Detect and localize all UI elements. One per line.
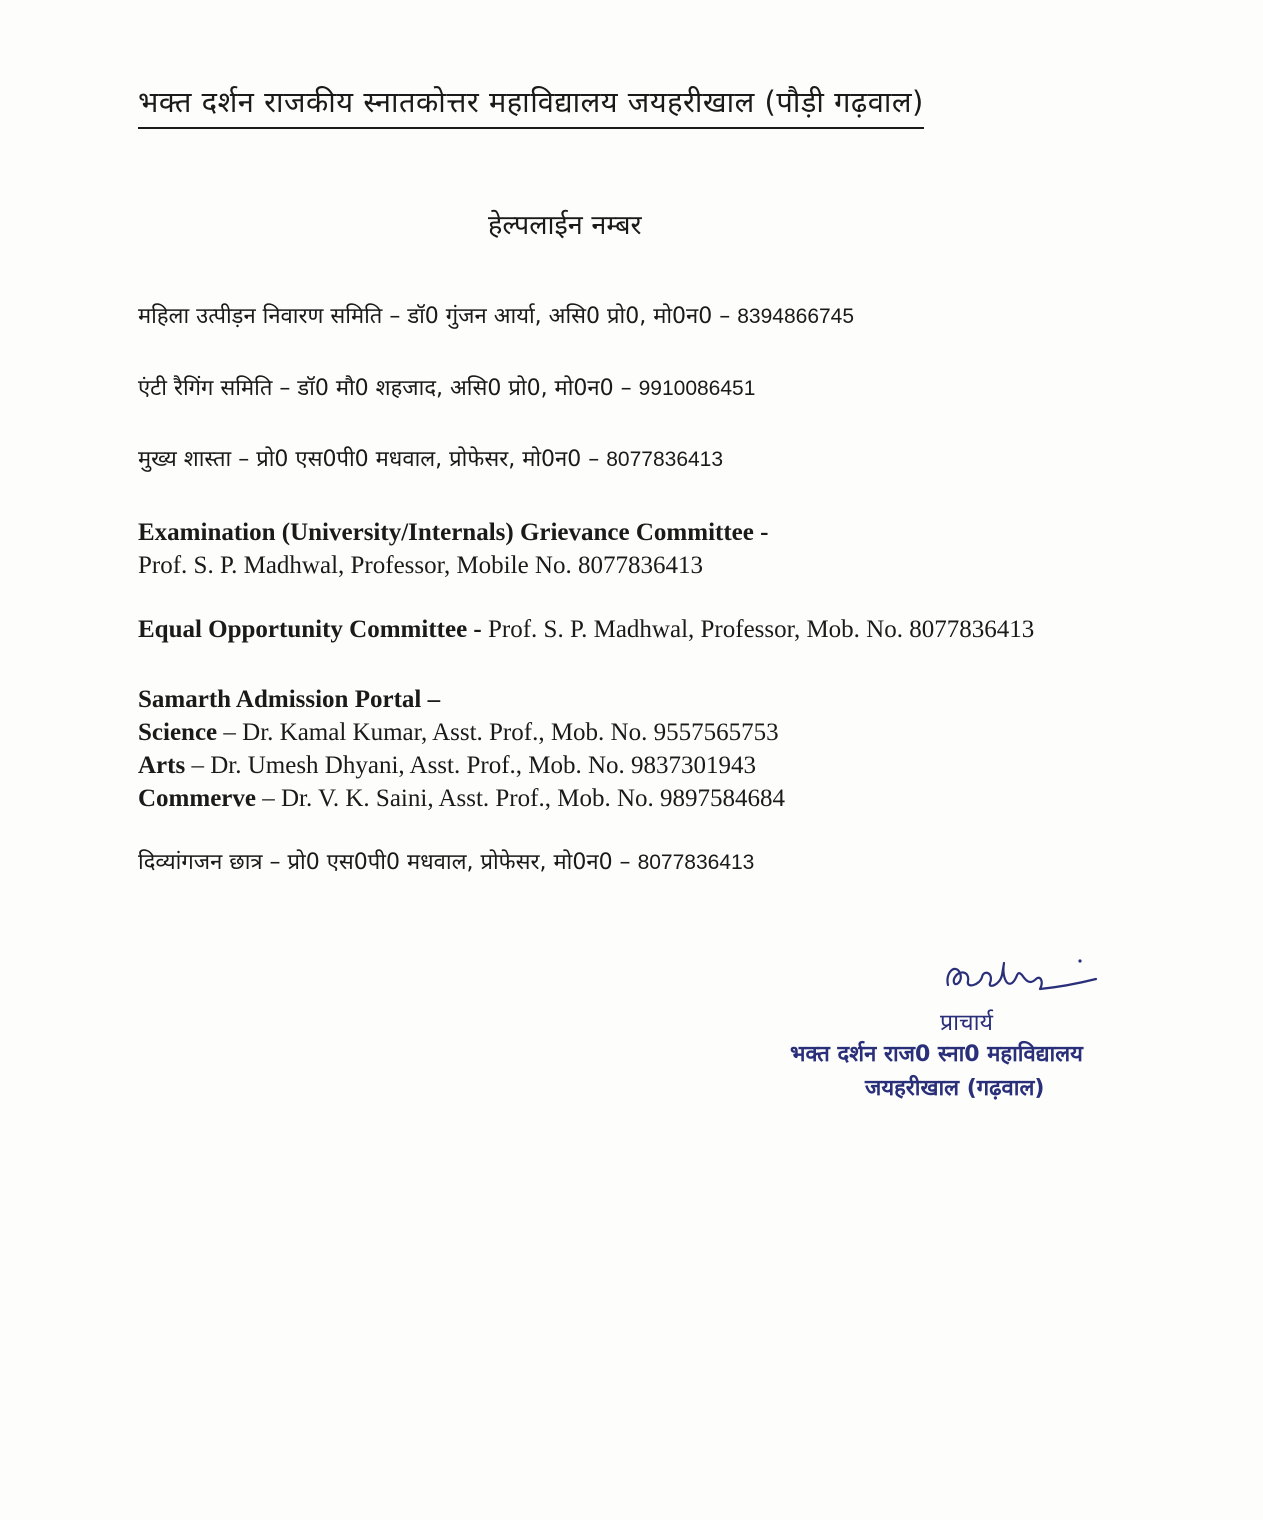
equal-opportunity-heading: Equal Opportunity Committee - xyxy=(138,616,488,643)
entry-number: 8077836413 xyxy=(637,851,755,874)
exam-grievance-detail: Prof. S. P. Madhwal, Professor, Mobile No. 8077836413 xyxy=(138,552,703,579)
samarth-portal-block xyxy=(138,683,785,815)
samarth-item-arts: Arts – Dr. Umesh Dhyani, Asst. Prof., Mob. No. 9837301943 xyxy=(138,752,757,779)
equal-opportunity-detail: Prof. S. P. Madhwal, Professor, Mob. No. 8077836413 xyxy=(488,616,1035,643)
exam-grievance-block xyxy=(138,516,768,582)
principal-title: प्राचार्य xyxy=(940,1010,993,1036)
entry-number: 9910086451 xyxy=(638,377,756,400)
samarth-heading: Samarth Admission Portal – xyxy=(138,686,441,713)
college-name-heading: भक्त दर्शन राजकीय स्नातकोत्तर महाविद्यालय जयहरीखाल (पौड़ी गढ़वाल) xyxy=(138,82,924,129)
entry-number: 8394866745 xyxy=(737,305,855,328)
women-harassment-committee-line xyxy=(138,300,854,330)
entry-number: 8077836413 xyxy=(606,448,724,471)
samarth-item-commerce: Commerve – Dr. V. K. Saini, Asst. Prof., Mob. No. 9897584684 xyxy=(138,785,785,812)
exam-grievance-heading: Examination (University/Internals) Grievance Committee - xyxy=(138,519,769,546)
samarth-item-science: Science – Dr. Kamal Kumar, Asst. Prof., Mob. No. 9557565753 xyxy=(138,719,779,746)
helpline-subheading: हेल्पलाईन नम्बर xyxy=(488,210,642,241)
entry-text: महिला उत्पीड़न निवारण समिति – डॉ0 गुंजन आर्या, असि0 प्रो0, मो0न0 – xyxy=(138,304,738,329)
divyang-students-line xyxy=(138,846,754,876)
entry-text: एंटी रैगिंग समिति – डॉ0 मौ0 शहजाद, असि0 प्रो0, मो0न0 – xyxy=(138,376,639,401)
signature-scribble-icon xyxy=(940,955,1100,1005)
anti-ragging-committee-line xyxy=(138,372,755,402)
stamp-location: जयहरीखाल (गढ़वाल) xyxy=(865,1076,1045,1101)
stamp-college-name: भक्त दर्शन राज0 स्ना0 महाविद्यालय xyxy=(790,1042,1083,1067)
equal-opportunity-block xyxy=(138,613,1034,646)
entry-text: मुख्य शास्ता – प्रो0 एस0पी0 मधवाल, प्रोफेसर, मो0न0 – xyxy=(138,447,607,472)
chief-proctor-line xyxy=(138,443,723,473)
entry-text: दिव्यांगजन छात्र – प्रो0 एस0पी0 मधवाल, प्रोफेसर, मो0न0 – xyxy=(138,850,638,875)
